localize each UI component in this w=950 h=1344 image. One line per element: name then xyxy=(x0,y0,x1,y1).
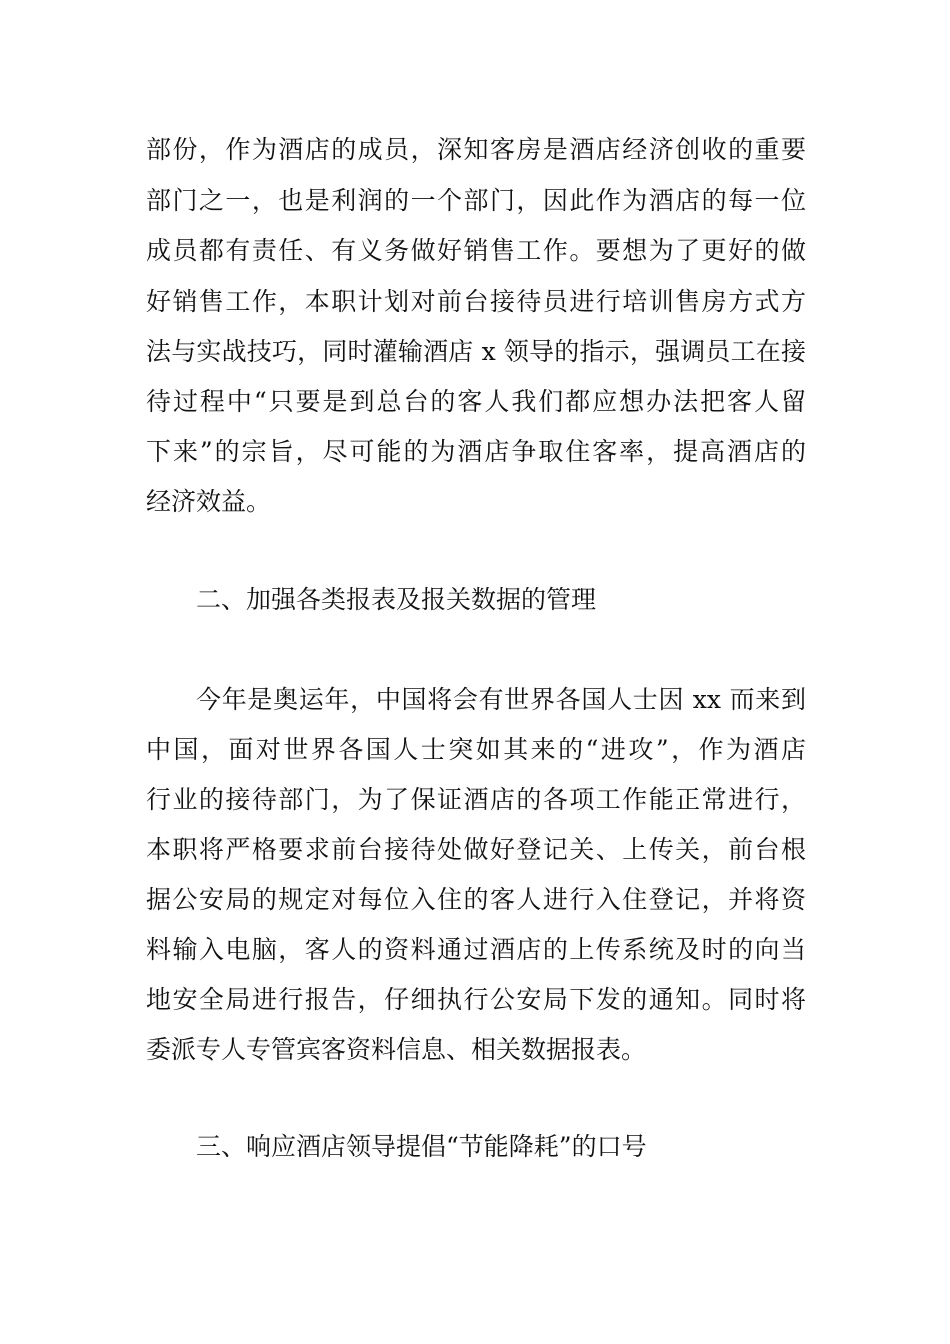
paragraph-1-line: 部门之一，也是利润的一个部门，因此作为酒店的每一位 xyxy=(146,186,806,215)
paragraph-2-line: 中国，面对世界各国人士突如其来的“进攻”，作为酒店 xyxy=(146,735,806,764)
paragraph-1-line: 好销售工作，本职计划对前台接待员进行培训售房方式方 xyxy=(146,287,806,316)
paragraph-2-line: 今年是奥运年，中国将会有世界各国人士因 xx 而来到 xyxy=(196,685,807,714)
paragraph-1-line: 经济效益。 xyxy=(146,487,272,516)
paragraph-2-line: 地安全局进行报告，仔细执行公安局下发的通知。同时将 xyxy=(146,985,806,1014)
paragraph-2-line: 委派专人专管宾客资料信息、相关数据报表。 xyxy=(146,1035,647,1064)
paragraph-1-line: 成员都有责任、有义务做好销售工作。要想为了更好的做 xyxy=(146,236,806,265)
paragraph-1-line: 下来”的宗旨，尽可能的为酒店争取住客率，提高酒店的 xyxy=(146,437,806,466)
paragraph-2-line: 料输入电脑，客人的资料通过酒店的上传系统及时的向当 xyxy=(146,935,806,964)
paragraph-1-line: 部份，作为酒店的成员，深知客房是酒店经济创收的重要 xyxy=(146,135,806,164)
paragraph-2-line: 据公安局的规定对每位入住的客人进行入住登记，并将资 xyxy=(146,885,806,914)
paragraph-2-line: 本职将严格要求前台接待处做好登记关、上传关，前台根 xyxy=(146,835,806,864)
paragraph-1-line: 法与实战技巧，同时灌输酒店 x 领导的指示，强调员工在接 xyxy=(146,337,806,366)
paragraph-1-line: 待过程中“只要是到总台的客人我们都应想办法把客人留 xyxy=(146,387,806,416)
section-heading-3: 三、响应酒店领导提倡“节能降耗”的口号 xyxy=(196,1132,647,1161)
paragraph-2-line: 行业的接待部门，为了保证酒店的各项工作能正常进行， xyxy=(146,785,806,814)
section-heading-2: 二、加强各类报表及报关数据的管理 xyxy=(196,585,597,614)
